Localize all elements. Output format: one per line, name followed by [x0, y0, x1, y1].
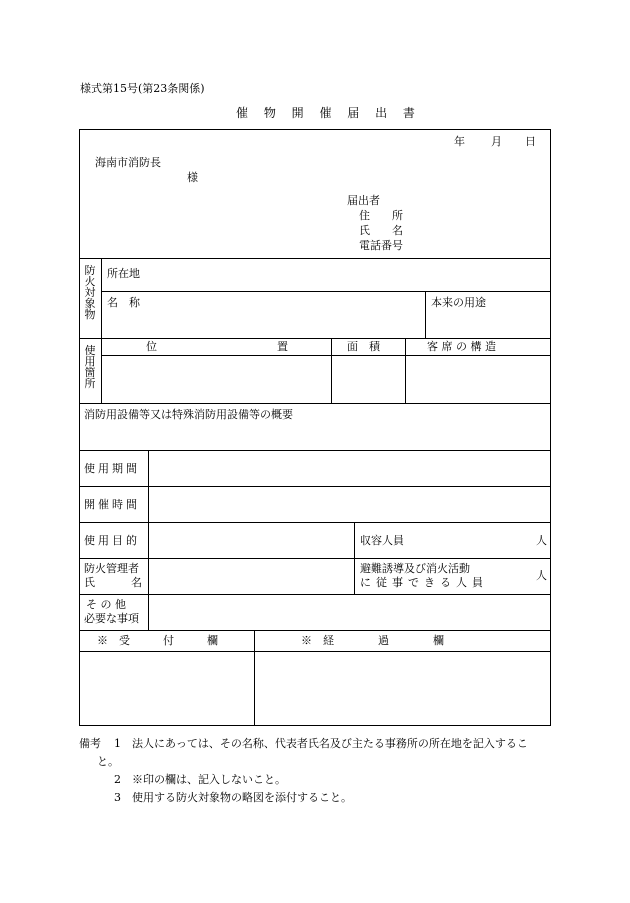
note-1-text: 法人にあっては、その名称、代表者氏名及び主たる事務所の所在地を記入するこ	[132, 737, 528, 750]
other-label-line2: 必要な事項	[84, 612, 139, 625]
area-label: 面 積	[347, 340, 380, 353]
capacity-label: 収容人員	[360, 534, 404, 547]
purpose-label: 使用目的	[84, 534, 140, 547]
evacuation-label-line2: に従事できる人員	[360, 576, 488, 589]
position-label-b: 置	[277, 340, 288, 353]
progress-label: ※ 経 過 欄	[301, 634, 444, 647]
note-2-number: 2	[114, 773, 121, 786]
equipment-label: 消防用設備等又は特殊消防用設備等の概要	[84, 408, 293, 421]
period-label: 使用期間	[84, 462, 140, 475]
manager-label-line1: 防火管理者	[84, 562, 139, 575]
other-label-line1: そ の 他	[86, 598, 126, 611]
position-label-a: 位	[146, 340, 157, 353]
manager-label-line2: 氏 名	[84, 576, 142, 589]
notes-heading: 備考	[79, 737, 101, 750]
name-label: 氏 名	[359, 224, 403, 237]
fire-target-side-label: 防 火 対 象 物	[84, 264, 96, 321]
note-3-number: 3	[114, 791, 121, 804]
original-use-label: 本来の用途	[431, 296, 486, 309]
note-1-number: 1	[114, 737, 121, 750]
phone-label: 電話番号	[359, 239, 403, 252]
recipient-label: 海南市消防長	[95, 156, 161, 169]
usage-location-side-label: 使 用 箇 所	[84, 344, 96, 390]
evacuation-label-line1: 避難誘導及び消火活動	[360, 562, 470, 575]
location-label: 所在地	[107, 267, 140, 280]
date-year-label: 年	[454, 135, 465, 148]
capacity-unit: 人	[536, 534, 547, 547]
date-month-label: 月	[491, 135, 502, 148]
note-1-text-cont: と。	[97, 755, 119, 768]
note-3-text: 使用する防火対象物の略図を添付すること。	[132, 791, 352, 804]
seating-label: 客 席 の 構 造	[427, 340, 496, 353]
form-number: 様式第15号(第23条関係)	[80, 82, 205, 95]
target-name-label: 名 称	[107, 296, 140, 309]
reception-label: ※ 受 付 欄	[97, 634, 218, 647]
hours-label: 開催時間	[84, 498, 140, 511]
form-table	[79, 129, 551, 726]
applicant-heading: 届出者	[347, 194, 380, 207]
date-day-label: 日	[525, 135, 536, 148]
evacuation-unit: 人	[536, 569, 547, 582]
note-2-text: ※印の欄は、記入しないこと。	[132, 773, 286, 786]
address-label: 住 所	[359, 209, 403, 222]
honorific-label: 様	[187, 171, 198, 184]
form-title: 催 物 開 催 届 出 書	[236, 106, 421, 120]
